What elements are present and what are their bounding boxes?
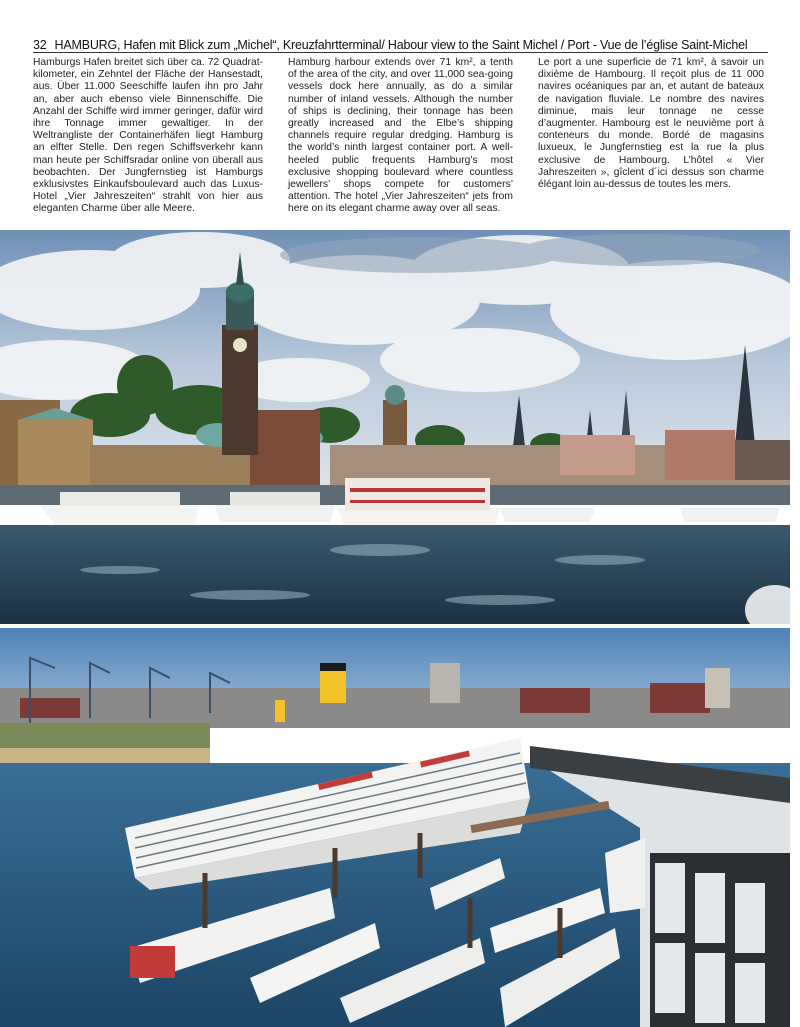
text-column-french: Le port a une superficie de 71 km², à savoir un dixième de Hambourg. Il reçoit plus de 11 000 navires océaniques par an, et autant de bateaux de navigation fluviale. Le nombre des navires diminue, mais leur tonnage ne cesse d’augmenter. Hambourg est le neuvième port à conteneurs du monde. Bordé de magasins luxueux, le Jungfernstieg est la rue la plus exclusive de Hambourg. L’hôtel « Vier Jahreszeiten », gîclent d´ici dessus son charme élégant loin au-dessus de toutes les mers. bbox=[538, 57, 764, 191]
text-column-german: Hamburgs Hafen breitet sich über ca. 72 Quadratkilometer, ein Zehntel der Fläche der Hansestadt, aus. Über 11.000 Seeschiffe laufen ihn pro Jahr an, aber auch ebenso viele Binnenschiffe. Die Anzahl der Schiffe wird immer geringer, dafür wird ihre Tonnage immer gewaltiger. In der Weltrangliste der Containerhäfen liegt Hamburg an elfter Stelle. Den regen Schiffsverkehr kann man heute per Schiffsradar online von überall aus beobachten. Der Jungfernstieg ist Hamburgs exklusivstes Einkaufsboulevard auch das Luxus-Hotel „Vier Jahreszeiten“ strahlt von hier aus eleganten Charme über alle Meere. bbox=[33, 57, 263, 215]
text-column-english: Hamburg harbour extends over 71 km², a tenth of the area of the city, and over 11,000 sea-going vessels dock here annually, as do a similar number of inland vessels. Although the number of ships is declining, their tonnage has been greatly increased and the Elbe’s shipping channels require regular dredging. Hamburg is the world’s ninth largest container port. A well-heeled public frequents Hamburg’s most exclusive shopping boulevard where countless jewellers’ shops compete for customers’ attention. The hotel „Vier Jahreszeiten“ jets from here on its elegant charme away over all seas. bbox=[288, 57, 513, 215]
cruise-terminal-illustration bbox=[0, 628, 790, 1027]
page-header bbox=[33, 38, 768, 52]
river-water bbox=[0, 525, 790, 624]
header-rule bbox=[33, 52, 768, 53]
page-number: 32 bbox=[33, 38, 47, 52]
photo-harbour-michel bbox=[0, 230, 790, 624]
photo-cruise-terminal bbox=[0, 628, 790, 1027]
harbour-michel-illustration bbox=[0, 230, 790, 624]
page-title: HAMBURG, Hafen mit Blick zum „Michel“, Kreuzfahrtterminal/ Habour view to the Saint Michel / Port - Vue de l’église Saint-Michel bbox=[54, 38, 748, 52]
